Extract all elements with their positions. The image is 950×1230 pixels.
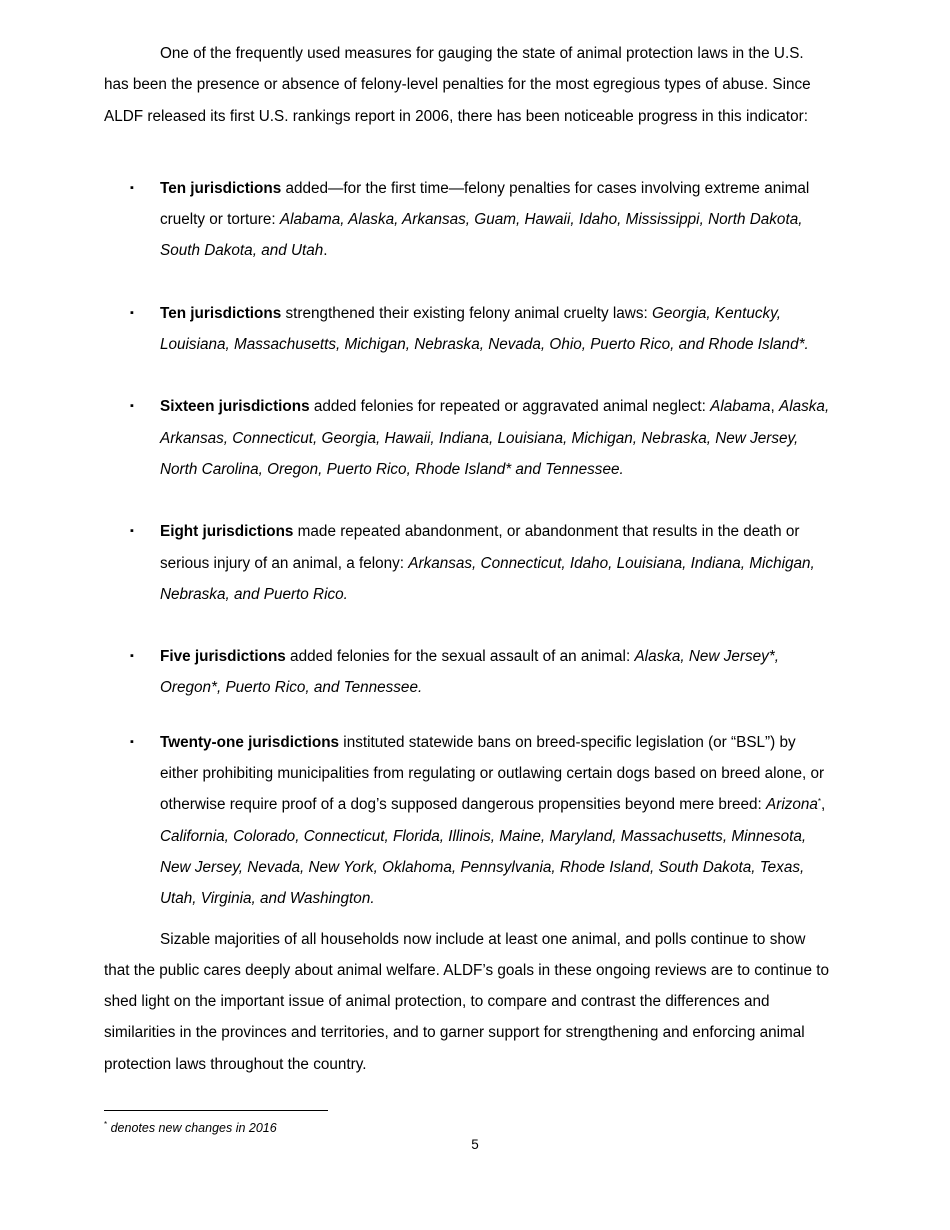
item-jurisdictions: Alabama (279, 211, 341, 229)
footnote-divider (104, 1110, 328, 1111)
list-item (104, 298, 830, 361)
item-text: strengthened their existing felony animal cruelty laws: (281, 304, 652, 322)
document-body (104, 38, 830, 1080)
item-lead: Eight jurisdictions (160, 523, 294, 541)
item-lead: Twenty-one jurisdictions (160, 733, 340, 751)
item-tail: . (323, 242, 328, 260)
footnote-marker: * (817, 797, 822, 807)
item-lead: Ten jurisdictions (160, 304, 282, 322)
list-item (104, 641, 830, 704)
item-jurisdictions: Arkansas, Connecticut, Idaho, Louisiana, Indiana, Michigan, Nebraska, and Puerto Rico. (160, 554, 815, 603)
bullet-icon: ▪ (130, 181, 134, 194)
item-text: added felonies for repeated or aggravated animal neglect: (309, 398, 711, 416)
page-number: 5 (471, 1137, 479, 1152)
footnote-text: denotes new changes in 2016 (107, 1121, 277, 1135)
item-jurisdictions: Arizona (766, 796, 818, 814)
item-jurisdictions: Alaska, New Jersey*, Oregon*, Puerto Rico, and Tennessee. (160, 648, 779, 697)
item-text: made repeated abandonment, or abandonment that results in the death or serious injury of an animal, a felony: (160, 523, 800, 572)
bullet-icon: ▪ (130, 650, 134, 663)
item-text: instituted statewide bans on breed-specific legislation (or “BSL”) by either prohibiting municipalities from regulating or outlawing certain dogs based on breed alone, or otherwise require proof of a dog’s supposed dangerous propensities beyond mere breed: (160, 733, 825, 814)
bullet-icon: ▪ (130, 735, 134, 748)
list-item (104, 516, 830, 610)
footnote-mark: * (104, 1120, 108, 1129)
bullet-icon: ▪ (130, 525, 134, 538)
progress-list (104, 173, 830, 915)
item-jurisdictions-more: Alaska, Arkansas, Connecticut, Georgia, Hawaii, Indiana, Louisiana, Michigan, Nebraska, New Jersey, North Carolina, Oregon, Puerto Rico, Rhode Island* and Tennessee. (160, 398, 830, 478)
bullet-icon: ▪ (130, 400, 134, 413)
item-lead: Five jurisdictions (160, 648, 286, 666)
bullet-icon: ▪ (130, 306, 134, 319)
intro-paragraph: One of the frequently used measures for gauging the state of animal protection laws in the U.S. has been the presence or absence of felony-level penalties for the most egregious types of abuse. Since ALDF released its first U.S. rankings report in 2006, there has been noticeable progress in this indicator: (104, 45, 811, 125)
list-item (104, 391, 830, 485)
item-text: added—for the first time—felony penalties for cases involving extreme animal cruelty or torture: (160, 179, 810, 229)
list-item (104, 727, 830, 915)
item-jurisdictions-more: , Alaska, Arkansas, Guam, Hawaii, Idaho, Mississippi, North Dakota, South Dakota, and Utah (160, 211, 803, 260)
item-separator: , (821, 796, 826, 814)
item-text: added felonies for the sexual assault of an animal: (285, 648, 635, 666)
item-lead: Sixteen jurisdictions (160, 398, 310, 416)
footnote (104, 1120, 277, 1136)
item-jurisdictions: Alabama (710, 398, 771, 416)
item-lead: Ten jurisdictions (160, 179, 282, 197)
item-jurisdictions-more: California, Colorado, Connecticut, Florida, Illinois, Maine, Maryland, Massachusetts, Minnesota, New Jersey, Nevada, New York, Oklahoma, Pennsylvania, Rhode Island, South Dakota, Texas, Utah, Virginia, and Washington. (160, 827, 807, 908)
item-jurisdictions: Georgia, Kentucky, Louisiana, Massachusetts, Michigan, Nebraska, Nevada, Ohio, Puerto Rico, and Rhode Island*. (160, 304, 809, 354)
list-item (104, 173, 830, 267)
closing-paragraph: Sizable majorities of all households now include at least one animal, and polls continue to show that the public cares deeply about animal welfare. ALDF’s goals in these ongoing reviews are to continue to shed light on the important issue of animal protection, to compare and contrast the differences and similarities in the provinces and territories, and to garner support for strengthening and enforcing animal protection laws throughout the country. (104, 930, 830, 1073)
item-separator: , (770, 398, 780, 416)
